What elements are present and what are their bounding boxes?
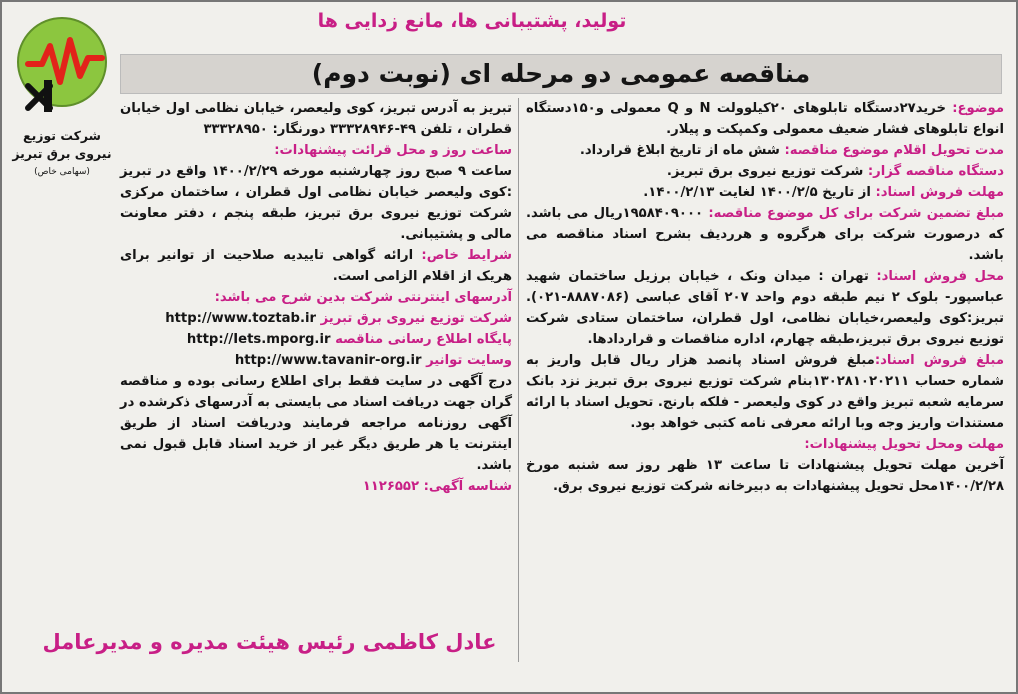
subject-label: موضوع: [952, 101, 1004, 116]
guarantee-label: مبلغ تضمین شرکت برای کل موضوع مناقصه: [708, 206, 1004, 221]
tenderer-label: دستگاه مناقصه گزار: [867, 164, 1004, 179]
tenderer-paragraph [526, 161, 1004, 182]
signature: عادل کاظمی رئیس هیئت مدیره و مدیرعامل [42, 630, 497, 654]
site3-label: وسایت توانیر [426, 353, 512, 368]
subject-text: خرید۲۷دستگاه تابلوهای ۲۰کیلوولت N و Q معمولی و۱۵۰دستگاه انواع تابلوهای فشار ضعیف معمولی وکمپکت و پیلار. [526, 101, 1004, 137]
ad-id-label: شناسه آگهی: [423, 479, 512, 494]
sale-deadline-text: از تاریخ ۱۴۰۰/۲/۵ لغایت ۱۴۰۰/۲/۱۳. [643, 185, 876, 200]
internet-label-line [120, 287, 512, 308]
sale-place-paragraph [526, 266, 1004, 350]
subject-paragraph [526, 98, 1004, 140]
tenderer-text: شرکت توزیع نیروی برق تبریز. [666, 164, 868, 179]
site2-line [120, 329, 512, 350]
sale-deadline-paragraph [526, 182, 1004, 203]
right-column [526, 98, 1004, 497]
slogan: تولید، پشتیبانی ها، مانع زدایی ها [317, 10, 627, 32]
conditions-paragraph [120, 245, 512, 287]
ad-id-line [120, 476, 512, 497]
guarantee-paragraph [526, 203, 1004, 266]
site3-line [120, 350, 512, 371]
delivery-paragraph [526, 140, 1004, 161]
site1-link[interactable]: http://www.toztab.ir [165, 311, 316, 326]
ad-id-value: ۱۱۲۶۵۵۲ [362, 479, 424, 494]
sale-place-label: محل فروش اسناد: [876, 269, 1004, 284]
address-paragraph: تبریز به آدرس تبریز، کوی ولیعصر، خیابان نظامی اول خیابان قطران ، تلفن ۴۹-۳۳۳۲۸۹۴۶ دورنگار: ۳۳۳۲۸۹۵۰ [120, 101, 512, 137]
column-divider [518, 98, 519, 662]
internet-label: آدرسهای اینترنتی شرکت بدین شرح می باشد: [214, 290, 512, 305]
delivery-text: شش ماه از تاریخ ابلاغ قرارداد. [579, 143, 785, 158]
tender-title: مناقصه عمومی دو مرحله ای (نوبت دوم) [120, 54, 1002, 94]
company-name-line1: شرکت توزیع [23, 128, 101, 143]
submission-label-line [526, 434, 1004, 455]
sale-deadline-label: مهلت فروش اسناد: [875, 185, 1004, 200]
submission-paragraph: آخرین مهلت تحویل پیشنهادات تا ساعت ۱۳ ظهر روز سه شنبه مورخ ۱۴۰۰/۲/۲۸محل تحویل پیشنهادات به دبیرخانه شرکت توزیع نیروی برق. [526, 458, 1004, 494]
sale-place-text: تهران : میدان ونک ، خیابان برزیل ساختمان شهید عباسپور- بلوک ۲ نیم طبقه دوم واحد ۲۰۷ آقای عباسی (۸۸۸۷۰۸۶-۰۲۱). تبریز:کوی ولیعصر،خیابان نظامی، اول قطران، ساختمان ستادی شرکت توزیع نیروی برق تبریز،طبقه چهارم، اداره مناقصات و قراردادها. [526, 269, 1004, 347]
left-column [120, 98, 512, 497]
submission-label: مهلت ومحل تحویل پیشنهادات: [804, 437, 1004, 452]
opening-paragraph: ساعت ۹ صبح روز چهارشنبه مورخه ۱۴۰۰/۲/۲۹ واقع در تبریز :کوی ولیعصر خیابان نظامی اول قطران ، ساختمان مرکزی شرکت توزیع نیروی برق تبریز، طبقه پنجم ، دفتر معاونت مالی و پشتیبانی. [120, 164, 512, 242]
opening-label: ساعت روز و محل قرائت پیشنهادات: [274, 143, 512, 158]
delivery-label: مدت تحویل اقلام موضوع مناقصه: [784, 143, 1004, 158]
site1-label: شرکت توزیع نیروی برق تبریز [320, 311, 512, 326]
sale-price-label: مبلغ فروش اسناد: [874, 353, 1004, 368]
site3-link[interactable]: http://www.tavanir-org.ir [234, 353, 422, 368]
site2-link[interactable]: http://Iets.mporg.ir [186, 332, 331, 347]
site1-line [120, 308, 512, 329]
company-name-line2: نیروی برق تبریز [12, 146, 112, 161]
note-paragraph: درج آگهی در سایت فقط برای اطلاع رسانی بوده و مناقصه گران جهت دریافت اسناد می بایستی به آدرسهای ذکرشده در آگهی روزنامه مراجعه فرمایند ودریافت اسناد از طریق اینترنت یا هر طریق دیگر غیر از خرید اسناد قابل قبول نمی باشد. [120, 374, 512, 473]
company-logo-icon [14, 10, 110, 120]
conditions-label: شرایط خاص: [421, 248, 512, 263]
guarantee-text: ۱۹۵۸۴۰۹۰۰۰ریال می باشد. که درصورت شرکت برای هرگروه و هرردیف بشرح اسناد مناقصه می باشد. [526, 206, 1004, 263]
site2-label: پایگاه اطلاع رسانی مناقصه [335, 332, 512, 347]
sale-price-text: مبلغ فروش اسناد پانصد هزار ریال قابل واریز به شماره حساب ۱۳۰۲۸۱۰۲۰۲۱۱بنام شرکت توزیع نیروی برق تبریز نزد بانک سرمایه شعبه تبریز واقع در کوی ولیعصر - فلکه بارنج. تحویل اسناد با ارائه مستندات واریز وجه وبا ارائه معرفی نامه کتبی خواهد بود. [526, 353, 1004, 431]
company-name-block [7, 127, 117, 181]
company-type: (سهامی خاص) [34, 167, 90, 177]
sale-price-paragraph [526, 350, 1004, 434]
opening-label-line [120, 140, 512, 161]
conditions-text: ارائه گواهی تاییدیه صلاحیت از توانیر برای هریک از اقلام الزامی است. [120, 248, 512, 284]
